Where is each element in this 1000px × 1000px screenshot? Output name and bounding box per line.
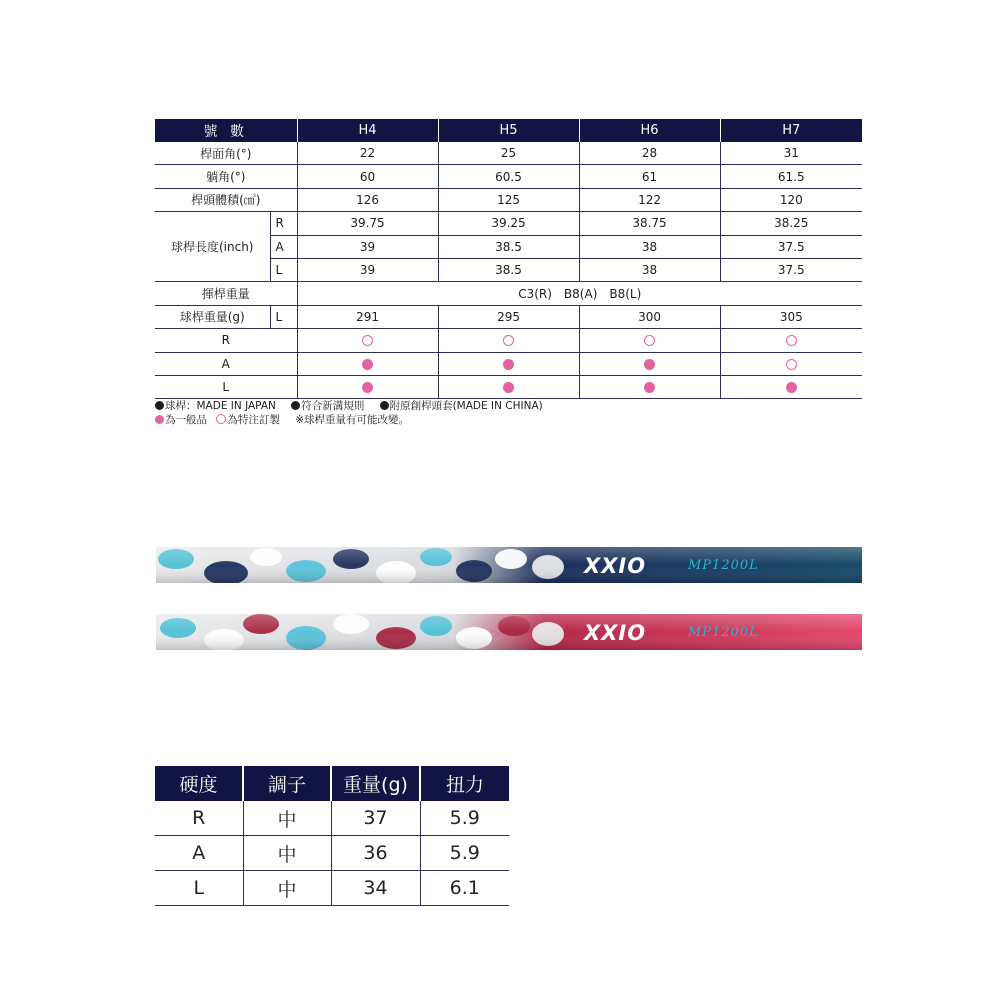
table-cell: 中 (243, 871, 331, 906)
table-cell: 122 (579, 188, 720, 211)
length-flex-r: R (270, 212, 297, 235)
table-cell: 39 (297, 235, 438, 258)
table-cell: 38.5 (438, 235, 579, 258)
table-cell: 37 (331, 801, 420, 836)
availability-mark-icon (503, 359, 514, 370)
header-flex: 硬度 (155, 766, 243, 801)
table-cell: 38 (579, 258, 720, 281)
availability-mark-icon (362, 335, 373, 346)
table-cell (720, 375, 862, 398)
table-cell: 39.25 (438, 212, 579, 235)
loft-row (155, 142, 862, 165)
availability-mark-icon (644, 382, 655, 393)
loft-label: 桿面角(°) (155, 142, 297, 165)
swing-weight-value: C3(R) B8(A) B8(L) (297, 282, 862, 305)
availability-mark-icon (786, 359, 797, 370)
lie-row (155, 165, 862, 188)
table-cell: 291 (297, 305, 438, 328)
shaft-model-label: MP1200L (688, 625, 759, 640)
table-cell: 126 (297, 188, 438, 211)
table-cell (720, 329, 862, 352)
flex-table (155, 766, 509, 906)
availability-mark-icon (362, 359, 373, 370)
club-weight-flex: L (270, 305, 297, 328)
volume-row (155, 188, 862, 211)
table-cell: R (155, 801, 243, 836)
shaft-brand-logo: XXIO (584, 621, 647, 645)
club-weight-label: 球桿重量(g) (155, 305, 270, 328)
table-cell: 120 (720, 188, 862, 211)
table-cell: L (155, 871, 243, 906)
table-cell: 5.9 (420, 801, 509, 836)
availability-row-r (155, 329, 862, 352)
table-cell (438, 329, 579, 352)
table-cell: 38.75 (579, 212, 720, 235)
table-cell: 25 (438, 142, 579, 165)
table-cell: 38.5 (438, 258, 579, 281)
table-cell (720, 352, 862, 375)
table-cell: 22 (297, 142, 438, 165)
availability-flex-a: A (155, 352, 297, 375)
shaft-brand-logo: XXIO (584, 554, 647, 578)
header-kick-point: 調子 (243, 766, 331, 801)
availability-mark-icon (786, 335, 797, 346)
table-cell (297, 352, 438, 375)
volume-label: 桿頭體積(㎤) (155, 188, 297, 211)
table-cell: 37.5 (720, 258, 862, 281)
note-weight-remark: ※球桿重量有可能改變。 (295, 414, 409, 426)
table-cell: 38 (579, 235, 720, 258)
table-cell: 61.5 (720, 165, 862, 188)
table-cell: 305 (720, 305, 862, 328)
table-cell (438, 352, 579, 375)
header-model-number: 號 數 (155, 119, 297, 142)
availability-mark-icon (644, 335, 655, 346)
header-h4: H4 (297, 119, 438, 142)
header-h7: H7 (720, 119, 862, 142)
bullet-icon (380, 401, 389, 410)
notes (155, 399, 543, 427)
spec-header-row (155, 119, 862, 142)
table-cell: 39 (297, 258, 438, 281)
special-order-mark-icon (216, 414, 226, 424)
table-cell: 34 (331, 871, 420, 906)
table-cell: 中 (243, 836, 331, 871)
table-cell: 60.5 (438, 165, 579, 188)
length-flex-a: A (270, 235, 297, 258)
flex-header-row (155, 766, 509, 801)
note-groove-rule: 符合新溝規則 (301, 400, 365, 412)
availability-mark-icon (786, 382, 797, 393)
table-cell (579, 329, 720, 352)
length-row-r (155, 212, 862, 235)
club-weight-row (155, 305, 862, 328)
length-label: 球桿長度(inch) (155, 212, 270, 282)
table-cell: 38.25 (720, 212, 862, 235)
note-special: 為特注訂製 (227, 414, 280, 426)
availability-row-a (155, 352, 862, 375)
header-weight: 重量(g) (331, 766, 420, 801)
table-row (155, 871, 509, 906)
table-cell: 37.5 (720, 235, 862, 258)
table-cell: 295 (438, 305, 579, 328)
lie-label: 躺角(°) (155, 165, 297, 188)
swing-weight-label: 揮桿重量 (155, 282, 297, 305)
shaft-image-navy (156, 547, 862, 583)
shaft-model-label: MP1200L (688, 558, 759, 573)
availability-mark-icon (362, 382, 373, 393)
note-standard: 為一般品 (165, 414, 207, 426)
spec-table (155, 119, 862, 399)
length-flex-l: L (270, 258, 297, 281)
standard-mark-icon (155, 415, 164, 424)
table-cell: 300 (579, 305, 720, 328)
bullet-icon (155, 401, 164, 410)
table-cell: A (155, 836, 243, 871)
swing-weight-row (155, 282, 862, 305)
table-cell: 60 (297, 165, 438, 188)
table-cell: 28 (579, 142, 720, 165)
table-row (155, 836, 509, 871)
table-cell: 61 (579, 165, 720, 188)
notes-line-1 (155, 399, 543, 413)
note-headcover: 附原創桿頭套(MADE IN CHINA) (389, 400, 543, 412)
table-cell (579, 375, 720, 398)
table-cell: 36 (331, 836, 420, 871)
header-h5: H5 (438, 119, 579, 142)
availability-mark-icon (503, 335, 514, 346)
table-row (155, 801, 509, 836)
header-h6: H6 (579, 119, 720, 142)
availability-flex-r: R (155, 329, 297, 352)
table-cell (579, 352, 720, 375)
table-cell (297, 329, 438, 352)
bullet-icon (291, 401, 300, 410)
table-cell: 中 (243, 801, 331, 836)
table-cell: 5.9 (420, 836, 509, 871)
availability-mark-icon (503, 382, 514, 393)
availability-mark-icon (644, 359, 655, 370)
availability-flex-l: L (155, 375, 297, 398)
table-cell: 6.1 (420, 871, 509, 906)
table-cell (297, 375, 438, 398)
shaft-image-red (156, 614, 862, 650)
table-cell: 125 (438, 188, 579, 211)
table-cell: 31 (720, 142, 862, 165)
note-made-in-japan: 球桿：MADE IN JAPAN (165, 400, 276, 412)
availability-row-l (155, 375, 862, 398)
header-torque: 扭力 (420, 766, 509, 801)
table-cell: 39.75 (297, 212, 438, 235)
notes-line-2 (155, 413, 543, 427)
table-cell (438, 375, 579, 398)
